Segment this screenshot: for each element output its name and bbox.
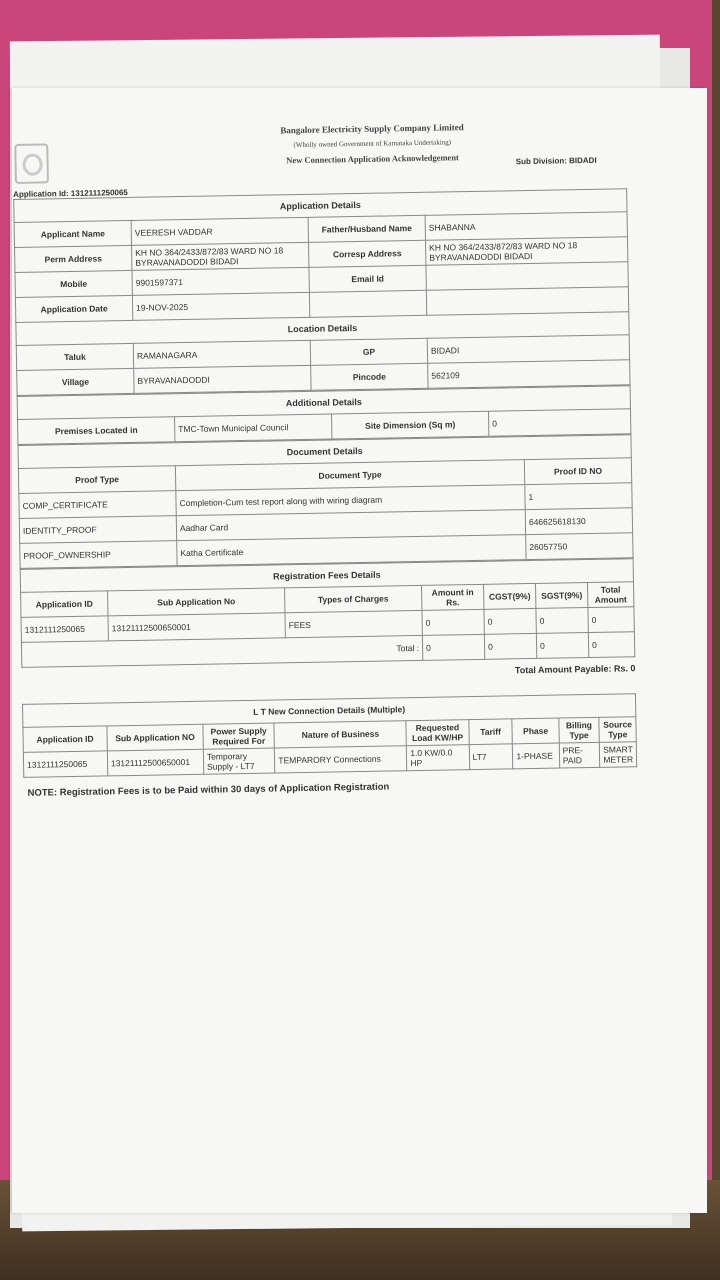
document-type: Katha Certificate bbox=[177, 535, 526, 566]
lt-power: Temporary Supply - LT7 bbox=[203, 748, 275, 774]
section-heading: Registration Fees Details bbox=[20, 559, 633, 593]
column-header: Application ID bbox=[23, 726, 107, 752]
gp: BIDADI bbox=[427, 335, 629, 364]
column-header: Total Amount bbox=[587, 582, 633, 608]
lt-load: 1.0 KW/0.0 HP bbox=[407, 745, 470, 771]
fee-cgst: 0 bbox=[484, 608, 536, 634]
field-label: Taluk bbox=[16, 343, 133, 370]
field-label: Mobile bbox=[15, 270, 132, 297]
field-label: Premises Located in bbox=[18, 417, 175, 445]
lt-billing: PRE-PAID bbox=[559, 742, 600, 768]
field-label: Perm Address bbox=[15, 245, 132, 272]
field-label: GP bbox=[310, 338, 427, 365]
section-heading: L T New Connection Details (Multiple) bbox=[23, 694, 636, 728]
column-header: Types of Charges bbox=[285, 585, 422, 612]
pincode: 562109 bbox=[428, 360, 630, 389]
total-amount: 0 bbox=[422, 634, 484, 660]
registration-fees-table bbox=[20, 558, 636, 668]
total-payable: Total Amount Payable: Rs. 0 bbox=[514, 663, 636, 676]
acknowledgement-document bbox=[12, 119, 664, 799]
corresp-address: KH NO 364/2433/872/83 WARD NO 18 BYRAVANADODDI BIDADI bbox=[425, 237, 627, 266]
field-label: Father/Husband Name bbox=[308, 215, 425, 242]
column-header: SGST(9%) bbox=[535, 583, 587, 609]
perm-address: KH NO 364/2433/872/83 WARD NO 18 BYRAVANADODDI BIDADI bbox=[132, 242, 309, 270]
application-details-table bbox=[13, 188, 630, 396]
proof-type: PROOF_OWNERSHIP bbox=[20, 541, 177, 569]
section-heading: Application Details bbox=[14, 189, 627, 223]
field-label: Email Id bbox=[309, 265, 426, 292]
application-id-label: Application Id: 1312111250065 bbox=[13, 187, 128, 199]
empty-cell bbox=[309, 290, 426, 317]
proof-id: 646625618130 bbox=[525, 508, 632, 535]
document-details-table bbox=[17, 434, 633, 569]
column-header: Application ID bbox=[21, 591, 108, 618]
column-header: Requested Load KW/HP bbox=[406, 720, 469, 746]
lt-source: SMART METER bbox=[600, 742, 637, 768]
payment-note: NOTE: Registration Fees is to be Paid within 30 days of Application Registration bbox=[27, 781, 390, 799]
field-label: Site Dimension (Sq m) bbox=[332, 411, 489, 439]
father-name: SHABANNA bbox=[425, 212, 627, 241]
total-sgst: 0 bbox=[536, 633, 588, 659]
section-heading: Location Details bbox=[16, 312, 629, 346]
total-cgst: 0 bbox=[484, 633, 536, 659]
fee-sub-app: 13121112500650001 bbox=[108, 613, 285, 641]
column-header: Proof ID NO bbox=[524, 458, 631, 485]
field-label: Pincode bbox=[311, 363, 428, 390]
lt-phase: 1-PHASE bbox=[513, 743, 560, 769]
column-header: Power Supply Required For bbox=[203, 723, 275, 749]
document-type: Completion-Cum test report along with wiring diagram bbox=[176, 485, 525, 516]
column-header: CGST(9%) bbox=[484, 583, 536, 609]
applicant-name: VEERESH VADDAR bbox=[131, 217, 308, 245]
email bbox=[426, 262, 628, 291]
bescom-logo bbox=[14, 143, 49, 184]
section-heading: Document Details bbox=[18, 435, 631, 469]
column-header: Billing Type bbox=[559, 717, 600, 743]
column-header: Tariff bbox=[468, 719, 512, 745]
fee-sgst: 0 bbox=[536, 608, 588, 634]
lt-tariff: LT7 bbox=[469, 744, 513, 770]
field-label: Application Date bbox=[15, 295, 132, 322]
fee-type: FEES bbox=[285, 610, 422, 637]
sub-division: Sub Division: BIDADI bbox=[515, 155, 597, 167]
village: BYRAVANADODDI bbox=[134, 365, 311, 393]
column-header: Nature of Business bbox=[274, 721, 406, 748]
mobile-number: 9901597371 bbox=[132, 267, 309, 295]
document-type: Aadhar Card bbox=[176, 510, 525, 541]
lt-connection-table bbox=[22, 693, 637, 778]
document-title: New Connection Application Acknowledgement bbox=[286, 152, 459, 166]
empty-cell bbox=[426, 287, 628, 316]
total-label: Total : bbox=[21, 635, 422, 667]
company-subtitle: (Wholly owned Government of Karnataka Undertaking) bbox=[293, 138, 452, 150]
proof-id: 1 bbox=[525, 483, 632, 510]
column-header: Sub Application No bbox=[108, 588, 285, 616]
site-dimension: 0 bbox=[488, 409, 630, 436]
total-total: 0 bbox=[588, 632, 634, 658]
column-header: Phase bbox=[512, 718, 559, 744]
premises-location: TMC-Town Municipal Council bbox=[175, 414, 332, 442]
company-name: Bangalore Electricity Supply Company Limited bbox=[280, 122, 464, 136]
field-label: Applicant Name bbox=[14, 220, 131, 247]
column-header: Document Type bbox=[175, 460, 524, 491]
taluk: RAMANAGARA bbox=[133, 340, 310, 368]
lt-sub-app: 13121112500650001 bbox=[107, 749, 203, 776]
application-date: 19-NOV-2025 bbox=[132, 292, 309, 320]
fee-app-id: 1312111250065 bbox=[21, 616, 108, 643]
proof-type: IDENTITY_PROOF bbox=[19, 516, 176, 544]
fee-amount: 0 bbox=[422, 609, 484, 635]
column-header: Source Type bbox=[599, 717, 636, 743]
column-header: Sub Application NO bbox=[107, 724, 203, 751]
field-label: Corresp Address bbox=[309, 240, 426, 267]
fee-total: 0 bbox=[588, 607, 634, 633]
proof-type: COMP_CERTIFICATE bbox=[19, 491, 176, 519]
section-heading: Additional Details bbox=[17, 386, 630, 420]
lt-nature: TEMPARORY Connections bbox=[275, 746, 407, 773]
column-header: Amount in Rs. bbox=[422, 584, 484, 610]
field-label: Village bbox=[17, 368, 134, 395]
proof-id: 26057750 bbox=[526, 533, 633, 560]
column-header: Proof Type bbox=[18, 466, 175, 494]
lt-app-id: 1312111250065 bbox=[23, 751, 107, 777]
